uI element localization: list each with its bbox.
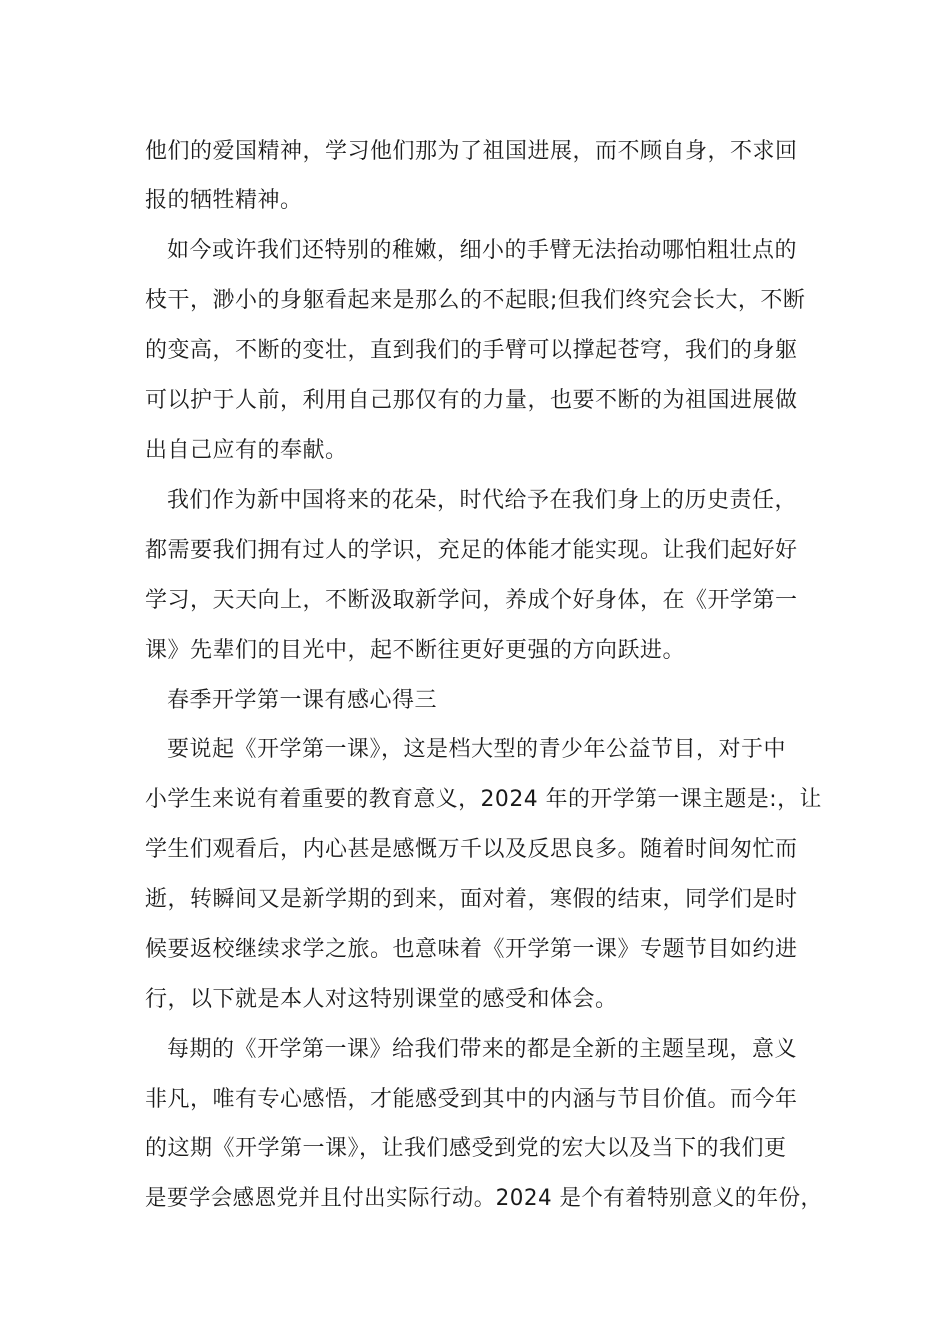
text-line: 每期的《开学第一课》给我们带来的都是全新的主题呈现，意义 [167, 1037, 798, 1062]
text-line: 可以护于人前，利用自己那仅有的力量，也要不断的为祖国进展做 [145, 388, 798, 413]
section-heading: 春季开学第一课有感心得三 [167, 688, 438, 713]
text-line: 的变高，不断的变壮，直到我们的手臂可以撑起苍穹，我们的身躯 [145, 338, 798, 363]
text-line: 学生们观看后，内心甚是感慨万千以及反思良多。随着时间匆忙而 [145, 837, 798, 862]
text-line: 逝，转瞬间又是新学期的到来，面对着，寒假的结束，同学们是时 [145, 887, 798, 912]
text-line: 都需要我们拥有过人的学识，充足的体能才能实现。让我们起好好 [145, 538, 798, 563]
text-line: 候要返校继续求学之旅。也意味着《开学第一课》专题节目如约进 [145, 937, 798, 962]
text-line: 学习，天天向上，不断汲取新学问，养成个好身体，在《开学第一 [145, 588, 798, 613]
text-line: 是要学会感恩党并且付出实际行动。2024 是个有着特别意义的年份， [145, 1186, 823, 1211]
text-line: 出自己应有的奉献。 [145, 438, 348, 463]
text-line: 我们作为新中国将来的花朵，时代给予在我们身上的历史责任， [167, 488, 798, 513]
text-line: 报的牺牲精神。 [145, 188, 303, 213]
text-line: 如今或许我们还特别的稚嫩，细小的手臂无法抬动哪怕粗壮点的 [167, 238, 798, 263]
text-line: 非凡，唯有专心感悟，才能感受到其中的内涵与节目价值。而今年 [145, 1087, 798, 1112]
text-line: 的这期《开学第一课》，让我们感受到党的宏大以及当下的我们更 [145, 1136, 787, 1161]
text-line: 小学生来说有着重要的教育意义，2024 年的开学第一课主题是:，让 [145, 787, 822, 812]
text-line: 枝干，渺小的身躯看起来是那么的不起眼;但我们终究会长大，不断 [145, 288, 806, 313]
text-line: 行，以下就是本人对这特别课堂的感受和体会。 [145, 987, 618, 1012]
text-line: 课》先辈们的目光中，起不断往更好更强的方向跃进。 [145, 638, 686, 663]
text-line: 要说起《开学第一课》，这是档大型的青少年公益节目，对于中 [167, 737, 787, 762]
text-line: 他们的爱国精神，学习他们那为了祖国进展，而不顾自身，不求回 [145, 139, 798, 164]
